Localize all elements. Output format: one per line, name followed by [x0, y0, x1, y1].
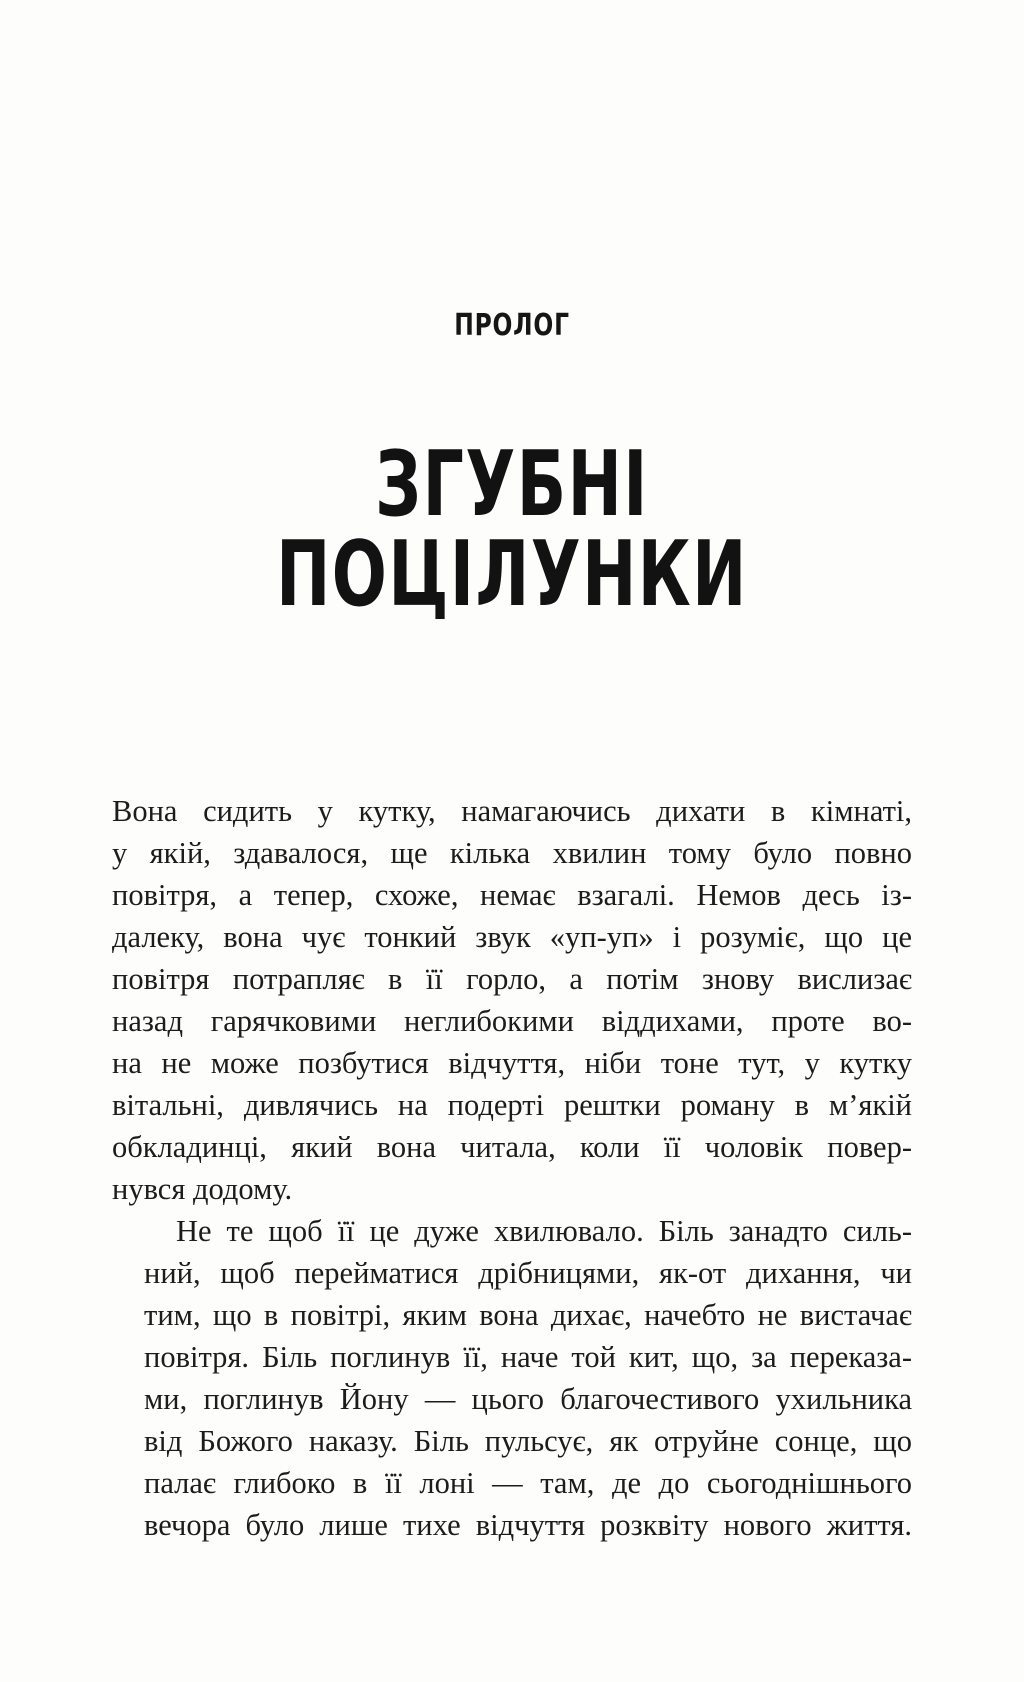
- section-label: ПРОЛОГ: [454, 308, 570, 343]
- text-line: Вона сидить у кутку, намагаючись дихати в кімнаті,: [112, 794, 912, 828]
- text-line: далеку, вона чує тонкий звук «уп-уп» і розуміє, що це: [112, 920, 912, 954]
- text-line: ми, поглинув Йону — цього благочестивого ухильника: [144, 1382, 912, 1416]
- text-line: Не те щоб її це дуже хвилювало. Біль занадто силь-: [176, 1214, 912, 1248]
- body-text: [112, 790, 912, 1546]
- text-line: вечора було лише тихе відчуття розквіту нового життя.: [144, 1508, 912, 1542]
- text-line: від Божого наказу. Біль пульсує, як отруйне сонце, що: [144, 1424, 912, 1458]
- text-line: повітря, а тепер, схоже, немає взагалі. Немов десь із-: [112, 878, 912, 912]
- text-line: повітря. Біль поглинув її, наче той кит, що, за переказа-: [144, 1340, 912, 1374]
- text-line: вітальні, дивлячись на подерті рештки роману в м’якій: [112, 1088, 912, 1122]
- text-line: у якій, здавалося, ще кілька хвилин тому було повно: [112, 836, 912, 870]
- text-line: ний, щоб перейматися дрібницями, як-от дихання, чи: [144, 1256, 912, 1290]
- text-line: на не може позбутися відчуття, ніби тоне тут, у кутку: [112, 1046, 912, 1080]
- paragraph-1: [112, 790, 912, 1210]
- text-line: палає глибоко в її лоні — там, де до сьогоднішнього: [144, 1466, 912, 1500]
- text-line: нувся додому.: [112, 1172, 293, 1206]
- text-line: обкладинці, який вона читала, коли її чоловік повер-: [112, 1130, 912, 1164]
- text-line: повітря потрапляє в її горло, а потім знову вислизає: [112, 962, 912, 996]
- paragraph-2: [112, 1210, 912, 1546]
- chapter-title: ЗГУБНІ ПОЦІЛУНКИ: [276, 432, 748, 627]
- text-line: назад гарячковими неглибокими віддихами, проте во-: [112, 1004, 912, 1038]
- text-line: тим, що в повітрі, яким вона дихає, начебто не вистачає: [144, 1298, 912, 1332]
